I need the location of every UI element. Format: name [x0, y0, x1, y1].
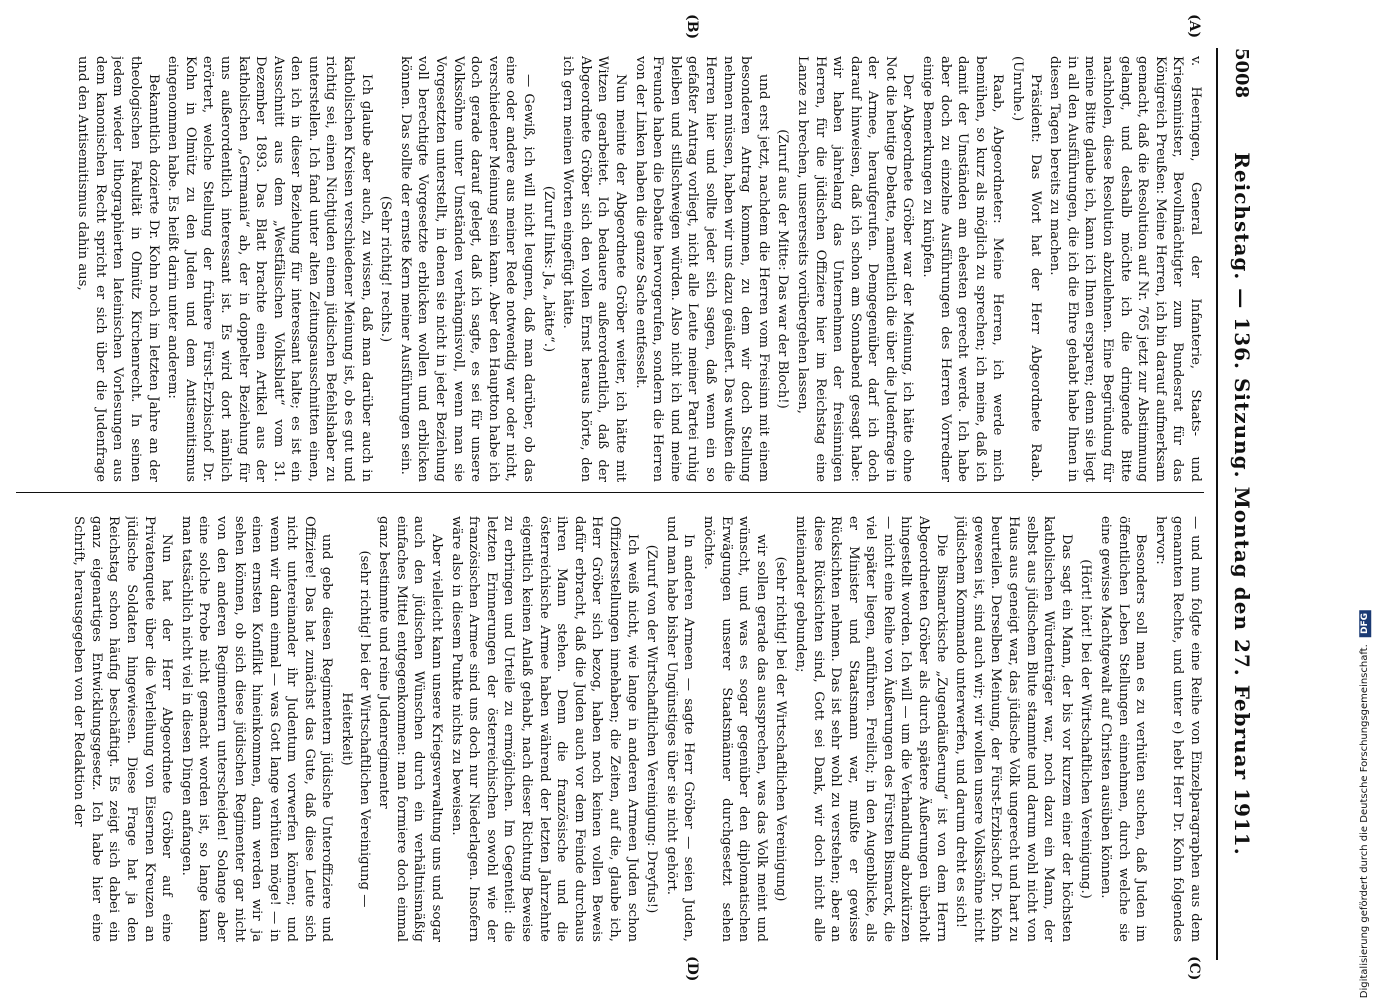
paragraph: In anderen Armeen — sagte Herr Gröber — seien Juden, und man habe bisher Ungünstiges über sie nicht gehört. [663, 516, 697, 942]
paragraph: Der Abgeordnete Gröber war der Meinung, ich hätte ohne Not die heutige Debatte, namentlich die über die Judenfrage in der Armee, heraufgerufen. Demgegenüber darf ich doch darauf hinweisen, daß ich schon am Sonnabend gesagt habe: wir haben jahrelang das Unternehmen der freisinnigen Herren, für die jüdischen Offiziere hier im Reichstag eine Lanze zu brechen, unsererseits vorübergehen lassen, [794, 56, 916, 482]
paragraph: und gebe diesen Regimentern jüdische Unteroffiziere und Offiziere! Das hat zunächst das Gute, daß diese Leute sich nicht untereinander ihr Judentum vorwerfen können; und wenn wir dann einmal — was Gott lange verhüten möge! — in einen ernsten Konflikt hineinkommen, dann werden wir ja sehen können, ob sich diese jüdischen Regimenter gar nicht von den anderen Regimentern unterscheiden! Solange aber eine solche Probe nicht gemacht worden ist, so lange kann man tatsächlich nicht viel in diesen Dingen anfangen. [178, 516, 335, 942]
credit-text: Digitalisierung gefördert durch die Deutsche Forschungsgemeinschaft. [1359, 644, 1370, 999]
left-column [16, 56, 1204, 482]
margin-mark-a: (A) [1186, 14, 1202, 39]
paragraph: Raab, Abgeordneter: Meine Herren, ich werde mich bemühen, so kurz als möglich zu sprechen; ich meine, daß ich damit der Umständen am ehesten gerecht werde. Ich habe aber doch zu einzelne Ausführungen des Herren Vorredner einige Bemerkungen zu knüpfen. [920, 56, 1006, 482]
paragraph: — und nun folgte eine Reihe von Einzelparagraphen aus dem genannten Rechte, und unter e) hebt Herr Dr. Kohn folgendes hervor: [1152, 516, 1203, 942]
paragraph: wir sollen gerade das aussprechen, was das Volk meint und wünscht, und was es sogar gegenüber den diplomatischen Erwägungen unserer Staatsmänner durchgesetzt sehen möchte. [700, 516, 769, 942]
paragraph: — Gewiß, ich will nicht leugnen, daß man darüber, ob das eine oder andere aus meiner Rede notwendig war oder nicht, verschiedener Meinung sein kann. Aber den Hauptton habe ich doch gerade darauf gelegt, daß ich sagte, es sei für unsere Volkssöhne unter Umständen verhängnisvoll, wenn man sie Vorgesetzten unterstellt, in denen sie nicht in jeder Beziehung voll berechtigte Vorgesetzte erblicken wollen und erblicken können. Das sollte der ernste Kern meiner Ausführungen sein. [397, 56, 537, 482]
paragraph: Nun hat der Herr Abgeordnete Gröber auf eine Privatenquete über die Verleihung von Eisernen Kreuzen an jüdische Soldaten hingewiesen. Diese Frage hat ja den Reichstag schon häufig beschäftigt. Es zeigt sich dabei ein ganz eigenartiges Entwicklungsgesetz. Ich habe hier eine Schrift, herausgegeben von der Redaktion der [71, 516, 175, 942]
right-column [16, 516, 1204, 942]
interjection: (sehr richtig! bei der Wirtschaftlichen Vereinigung) [773, 556, 789, 902]
interjection: (Zuruf von der Wirtschaftlichen Vereinigung: Dreyfus!) [644, 544, 660, 914]
paragraph: Ich glaube aber auch, zu wissen, daß man darüber auch in katholischen Kreisen verschiedener Meinung ist, ob es gut und richtig sei, einen Nichtjuden einem jüdischen Befehlshaber zu unterstellen. Ich fand unter alten Zeitungsausschnitten einen, den ich in dieser Beziehung für interessant halte; es ist ein Ausschnitt aus dem „Westfälischen Volksblatt“ vom 31. Dezember 1893. Das Blatt brachte einen Artikel aus der katholischen „Germania“ ab, der in doppelter Beziehung für uns außerordentlich interessant ist. Es wird dort nämlich erörtert, welche Stellung der frühere Fürst-Erzbischof Dr. Kohn in Olmütz zu den Juden und dem Antisemitismus eingenommen habe. Es heißt darin unter anderem: [165, 56, 374, 482]
paragraph: Präsident: Das Wort hat der Herr Abgeordnete Raab. (Unruhe.) [1010, 56, 1043, 482]
paragraph: Die Bismarckische „Zugendäußerung“ ist von dem Herrn Abgeordneten Gröber als durch spätere Äußerungen überholt hingestellt worden. Ich will — um die Verhandlung abzukürzen — nicht eine Reihe von Äußerungen des Fürsten Bismarck, die viel später liegen, anführen. Freilich; in den Augenblicke, als er Minister und Staatsmann war, mußte er gewisse Rücksichten nehmen. Das ist sehr wohl zu verstehen; aber an diese Rücksichten sind, Gott sei Dank, wir doch nicht alle miteinander gebunden; [792, 516, 949, 942]
running-title: Reichstag. — 136. Sitzung. Montag den 27. Februar 1911. [1230, 152, 1254, 856]
paragraph: Aber vielleicht kann unsere Kriegsverwaltung uns und sogar auch den jüdischen Wünschen durch ein verhältnismäßig einfaches Mittel entgegenkommen: man formiere doch einmal ganz bestimmte und reine Judenregimenter [376, 516, 445, 942]
paragraph: v. Heeringen, General der Infanterie, Staats- und Kriegsminister, Bevollmächtigter zum Bundesrat für das Königreich Preußen: Meine Herren, ich bin darauf aufmerksam gemacht, daß die Resolution auf Nr. 765 jetzt zur Abstimmung gelangt, und deshalb möchte ich die dringende Bitte nachholen, diese Resolution abzulehnen. Eine Begründung für meine Bitte glaube ich, kann ich Ihnen ersparen; denn sie liegt in all den Ausführungen, die ich die Ehre gehabt habe Ihnen in diesen Tagen bereits zu machen. [1047, 56, 1203, 482]
paragraph: und erst jetzt, nachdem die Herren vom Freisinn mit einem besonderen Antrag kommen, zu dem wir doch Stellung nehmen müssen, haben wir uns dazu geäußert. Das wußten die Herren hier und sollte jeder sich sagen, daß wenn ein so gefaßter Antrag vorliegt, nicht alle Leute meiner Partei ruhig bleiben und stillschweigen würden. Also nicht ich und meine Freunde haben die Debatte hervorgerufen, sondern die Herren von der Linken haben die ganze Sache entfesselt. [632, 56, 771, 482]
digitization-credit [1359, 610, 1371, 998]
interjection: (sehr richtig! bei der Wirtschaftlichen Vereinigung — Heiterkeit) [339, 550, 372, 908]
paragraph: Nun meinte der Abgeordnete Gröber weiter, ich hätte mit Witzen gearbeitet. Ich bedauere außerordentlich, daß der Abgeordnete Gröber sich den vollen Ernst heraus hörte, den ich gern meinen Worten eingefügt hätte. [560, 56, 628, 482]
page-header [1216, 48, 1258, 960]
paragraph: Das sagt ein Mann, der bis vor kurzem einer der höchsten katholischen Würdenträger war, noch dazu ein Mann, der selbst aus jüdischem Blute stammte und darum wohl nicht von Haus aus geneigt war, das jüdische Volk ungerecht und hart zu beurteilen. Derselben Meinung, der Fürst-Erzbischof Dr. Kohn gewesen ist, sind auch wir; wir wollen unsere Volkssöhne nicht jüdischem Kommando unterwerfen, und darum dreht es sich! [953, 516, 1074, 942]
digitization-sidebar [1357, 0, 1377, 1000]
quotation: Besonders soll man es zu verhüten suchen, daß Juden im öffentlichen Leben Stellungen einnehmen, durch welche sie eine gewisse Machtgewalt auf Christen ausüben können. [1098, 516, 1149, 942]
margin-mark-d: (D) [684, 956, 700, 982]
interjection: (Sehr richtig! rechts.) [378, 195, 394, 343]
margin-mark-c: (C) [1186, 956, 1202, 981]
dfg-logo: DFG [1359, 610, 1371, 637]
page-number: 5008 [1231, 48, 1252, 99]
column-divider [16, 492, 1204, 493]
interjection: (Zuruf links: Ja, „hätte“.) [540, 185, 556, 353]
interjection: (Hört! hört! bei der Wirtschaftlichen Vereinigung.) [1078, 559, 1094, 899]
quotation: Bekanntlich dozierte Dr. Kohn noch im letzten Jahre an der theologischen Fakultät in Olmütz Kirchenrecht. In seinen jedem wieder lithographierten lateinischen Vorlesungen aus dem kanonischen Recht spricht er sich über die Judenfrage und den Antisemitismus dahin aus, [75, 56, 161, 482]
interjection: (Zuruf aus der Mitte: Das war der Bloch!) [775, 129, 791, 409]
margin-mark-b: (B) [684, 14, 700, 40]
paragraph: Ich weiß nicht, wie lange in anderen Armeen Juden schon Offiziersstellungen innehaben; die Zeiten, auf die, glaube ich, Herr Gröber sich bezog, haben noch keinen vollen Beweis dafür erbracht, daß die Juden auch vor dem Feinde durchaus ihren Mann stehen. Denn die französische und die österreichische Armee haben während der letzten Jahrzehnte eigentlich keinen Anlaß gehabt, nach dieser Richtung Beweise zu erbringen und Urteile zu ermöglichen. Im Gegenteil: die letzten Erinnerungen der österreichischen sowohl wie der französischen Armee sind uns doch nur Niederlagen. Insofern wäre also in diesem Punkte nichts zu beweisen. [448, 516, 640, 942]
